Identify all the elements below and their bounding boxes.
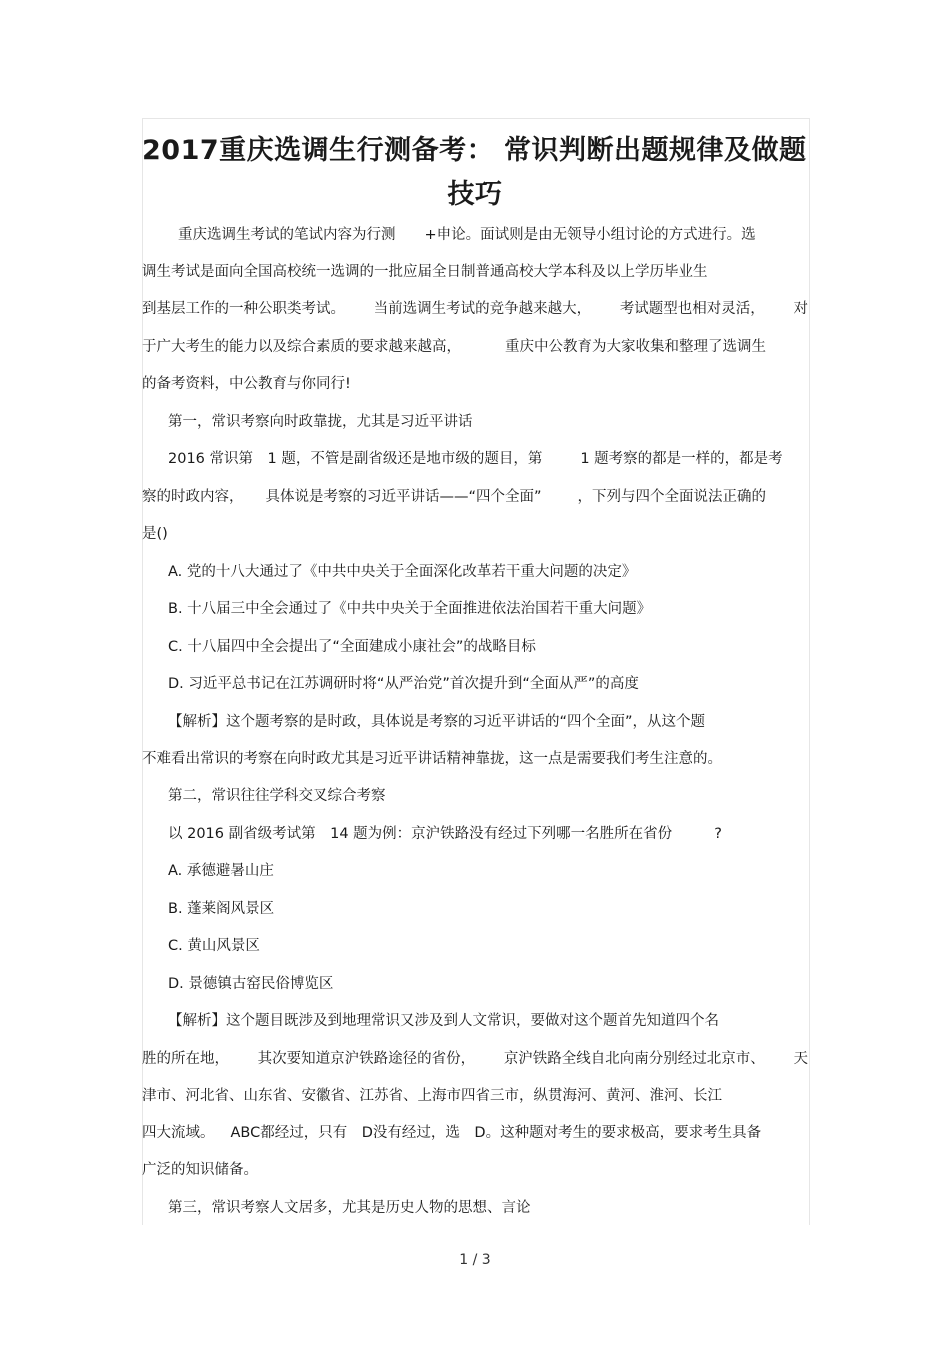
section2-analysis-line-2-d: 天 <box>793 1051 808 1067</box>
section2-analysis-line-4 <box>142 1123 808 1143</box>
section2-option-b: B. 蓬莱阁风景区 <box>168 901 275 917</box>
section1-para-line-2-c: ，下列与四个全面说法正确的 <box>577 489 767 505</box>
section2-analysis-line-2-c: 京沪铁路全线自北向南分别经过北京市、 <box>503 1051 765 1067</box>
section2-question <box>168 824 808 844</box>
section1-option-a: A. 党的十八大通过了《中共中央关于全面深化改革若干重大问题的决定》 <box>168 564 637 580</box>
intro-line-4-part-a: 于广大考生的能力以及综合素质的要求越来越高， <box>142 339 461 355</box>
section1-para-line-1-b: 1 题考察的都是一样的，都是考 <box>580 451 783 467</box>
intro-line-3-part-a: 到基层工作的一种公职类考试。 <box>142 301 345 317</box>
section1-para-line-3: 是() <box>142 526 168 542</box>
intro-line-3 <box>142 299 808 319</box>
intro-line-5: 的备考资料，中公教育与你同行! <box>142 376 351 392</box>
intro-line-2: 调生考试是面向全国高校统一选调的一批应届全日制普通高校大学本科及以上学历毕业生 <box>142 264 708 280</box>
section1-para-line-2-a: 察的时政内容， <box>142 489 244 505</box>
section3-heading: 第三，常识考察人文居多，尤其是历史人物的思想、言论 <box>168 1200 531 1216</box>
section2-heading: 第二，常识往往学科交叉综合考察 <box>168 788 386 804</box>
section2-question-b: ? <box>714 826 722 842</box>
section2-option-c: C. 黄山风景区 <box>168 938 260 954</box>
intro-line-3-part-b: 当前选调生考试的竞争越来越大， <box>373 301 592 317</box>
section2-analysis-line-2 <box>142 1049 808 1069</box>
intro-line-3-part-d: 对 <box>793 301 808 317</box>
section1-analysis-line-1: 【解析】这个题考察的是时政，具体说是考察的习近平讲话的“四个全面”，从这个题 <box>168 714 706 730</box>
intro-line-1: 重庆选调生考试的笔试内容为行测 +申论。面试则是由无领导小组讨论的方式进行。选 <box>178 227 756 243</box>
section2-analysis-line-4-a: 四大流域。 <box>142 1125 215 1141</box>
section2-analysis-line-4-b: ABC都经过，只有 D没有经过，选 D。这种题对考生的要求极高，要求考生具备 <box>230 1125 762 1141</box>
intro-line-4-part-b: 重庆中公教育为大家收集和整理了选调生 <box>505 339 766 355</box>
section1-option-d: D. 习近平总书记在江苏调研时将“从严治党”首次提升到“全面从严”的高度 <box>168 676 639 692</box>
section1-analysis-line-2: 不难看出常识的考察在向时政尤其是习近平讲话精神靠拢，这一点是需要我们考生注意的。 <box>142 751 722 767</box>
page-number: 1 / 3 <box>459 1252 491 1268</box>
section1-heading: 第一，常识考察向时政靠拢，尤其是习近平讲话 <box>168 414 473 430</box>
section1-option-b: B. 十八届三中全会通过了《中共中央关于全面推进依法治国若干重大问题》 <box>168 601 652 617</box>
section1-para-line-1-a: 2016 常识第 1 题，不管是副省级还是地市级的题目，第 <box>168 451 543 467</box>
intro-line-3-part-c: 考试题型也相对灵活， <box>619 301 765 317</box>
section2-analysis-line-3: 津市、河北省、山东省、安徽省、江苏省、上海市四省三市，纵贯海河、黄河、淮河、长江 <box>142 1088 722 1104</box>
section1-option-c: C. 十八届四中全会提出了“全面建成小康社会”的战略目标 <box>168 639 536 655</box>
document-title-line1: 2017重庆选调生行测备考： 常识判断出题规律及做题 <box>142 135 807 166</box>
section2-option-a: A. 承德避暑山庄 <box>168 863 274 879</box>
intro-line-4 <box>142 337 808 357</box>
section1-para-line-2-b: 具体说是考察的习近平讲话——“四个全面” <box>265 489 542 505</box>
section2-analysis-line-2-b: 其次要知道京沪铁路途径的省份， <box>257 1051 476 1067</box>
section1-para-line-2 <box>142 487 808 507</box>
section1-para-line-1 <box>168 449 808 469</box>
section2-question-a: 以 2016 副省级考试第 14 题为例：京沪铁路没有经过下列哪一名胜所在省份 <box>168 826 673 842</box>
document-title-line2: 技巧 <box>447 179 503 210</box>
section2-analysis-line-2-a: 胜的所在地， <box>142 1051 229 1067</box>
section2-analysis-line-1: 【解析】这个题目既涉及到地理常识又涉及到人文常识，要做对这个题首先知道四个名 <box>168 1013 719 1029</box>
section2-option-d: D. 景德镇古窑民俗博览区 <box>168 976 334 992</box>
section2-analysis-line-5: 广泛的知识储备。 <box>142 1162 258 1178</box>
